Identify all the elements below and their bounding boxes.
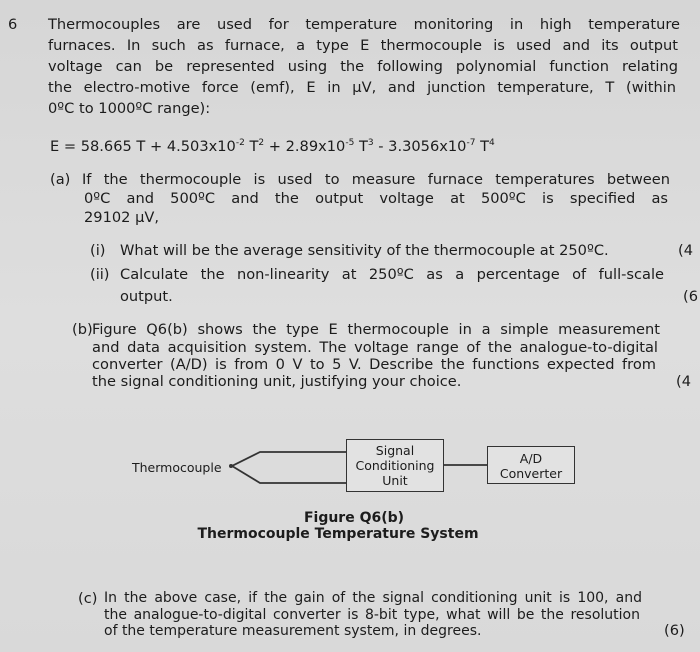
sub-i-text: What will be the average sensitivity of the thermocouple at 250ºC. [120,242,609,259]
ad-converter-box [487,446,575,484]
part-a-line: If the thermocouple is used to measure furnace temperatures between [82,171,670,188]
question-number: 6 [8,16,18,33]
part-b-line: and data acquisition system. The voltage range of the analogue-to-digital [92,339,658,356]
scu-line: Signal [375,443,415,458]
thermocouple-label: Thermocouple [132,460,222,475]
scu-line: Conditioning [355,458,435,473]
part-b-line: the signal conditioning unit, justifying your choice. [92,373,462,390]
part-a-line: 29102 μV, [84,209,159,226]
part-b-label: (b) [72,321,93,338]
sub-ii-label: (ii) [90,266,110,283]
part-c-line: In the above case, if the gain of the signal conditioning unit is 100, and [104,590,642,606]
sub-i-marks: (4 [678,242,693,259]
figure-caption-number: Figure Q6(b) [303,510,405,526]
signal-conditioning-box [346,439,444,492]
part-a-line: 0ºC and 500ºC and the output voltage at 500ºC is specified as [84,190,668,207]
intro-line: furnaces. In such as furnace, a type E thermocouple is used and its output [48,37,678,54]
sub-ii-line: output. [120,288,173,305]
intro-line: the electro-motive force (emf), E in μV, and junction temperature, T (within [48,79,676,96]
intro-line: voltage can be represented using the following polynomial function relating [48,58,678,75]
adc-line: Converter [499,466,563,481]
part-b-line: Figure Q6(b) shows the type E thermocouple in a simple measurement [92,321,660,338]
adc-line: A/D [519,451,543,466]
part-a-label: (a) [50,171,71,188]
figure-caption-title: Thermocouple Temperature System [197,526,479,542]
sub-i-label: (i) [90,242,106,259]
part-b-marks: (4 [676,373,691,390]
part-c-marks: (6) [664,622,685,639]
sub-ii-line: Calculate the non-linearity at 250ºC as a percentage of full-scale [120,266,664,283]
part-c-line: the analogue-to-digital converter is 8-bit type, what will be the resolution [104,607,640,623]
polynomial-equation: E = 58.665 $T + 4.503x10^{-2}$ $T^2 + 2.89x10^{-5}$ $T^3 - 3.3056x10^{-7}$ $T^4$ [50,138,495,155]
intro-line: Thermocouples are used for temperature monitoring in high temperature [48,16,680,33]
scu-line: Unit [382,473,408,488]
intro-line: 0ºC to 1000ºC range): [48,100,211,117]
sub-ii-marks: (6 [683,288,698,305]
part-c-line: of the temperature measurement system, in degrees. [104,623,482,639]
part-b-line: converter (A/D) is from 0 V to 5 V. Describe the functions expected from [92,356,656,373]
part-c-label: (c) [78,590,98,607]
